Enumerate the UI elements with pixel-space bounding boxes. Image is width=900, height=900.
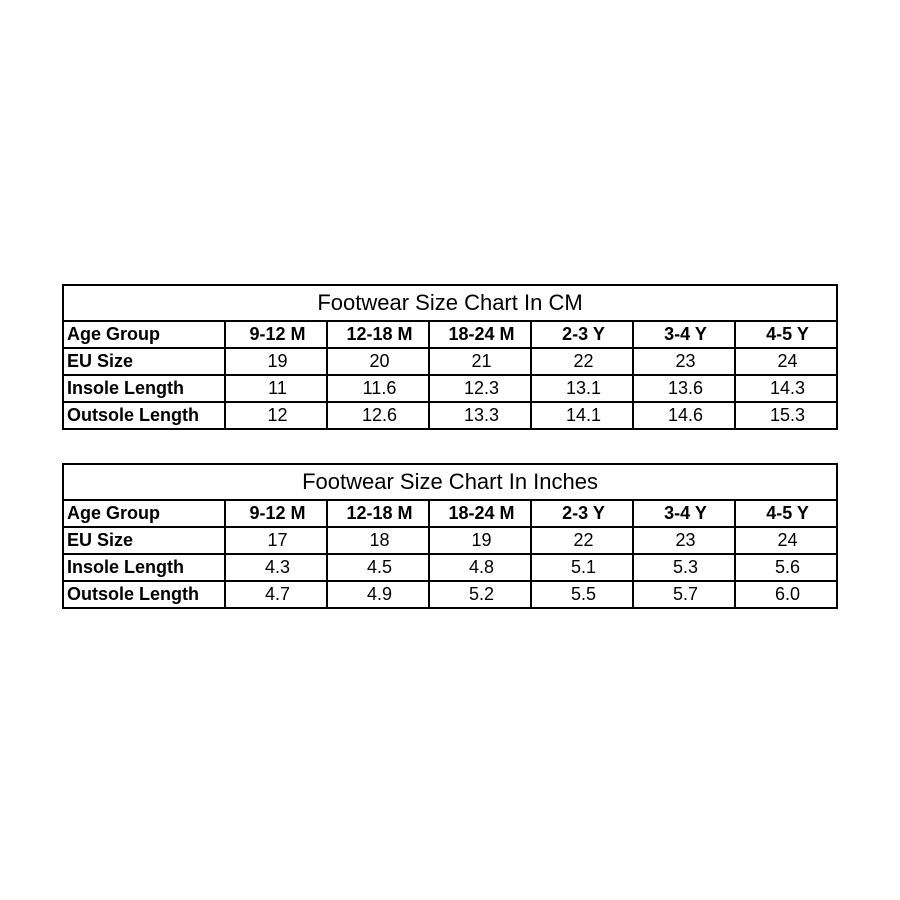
table-cell: 23 [633,348,735,375]
row-label: EU Size [63,527,225,554]
table-cell: 6.0 [735,581,837,608]
table-row-insole-length [63,375,837,402]
table-cell: 19 [429,527,531,554]
table-cell: 4.5 [327,554,429,581]
table-cell: 22 [531,348,633,375]
column-header: 12-18 M [327,500,429,527]
table-cell: 14.6 [633,402,735,429]
table-row-outsole-length [63,402,837,429]
row-label: Outsole Length [63,581,225,608]
size-chart-inches-table [62,463,838,609]
table-cell: 11.6 [327,375,429,402]
table-cell: 22 [531,527,633,554]
age-group-label: Age Group [63,321,225,348]
table-title-row [63,285,837,321]
table-cell: 5.1 [531,554,633,581]
table-cell: 4.8 [429,554,531,581]
table-cell: 12.6 [327,402,429,429]
column-header: 12-18 M [327,321,429,348]
column-header: 9-12 M [225,500,327,527]
column-header: 18-24 M [429,500,531,527]
table-title: Footwear Size Chart In Inches [63,464,837,500]
table-row-eu-size [63,348,837,375]
column-header: 9-12 M [225,321,327,348]
column-header: 18-24 M [429,321,531,348]
table-cell: 14.3 [735,375,837,402]
table-cell: 12 [225,402,327,429]
table-cell: 13.6 [633,375,735,402]
table-row-eu-size [63,527,837,554]
table-title: Footwear Size Chart In CM [63,285,837,321]
table-cell: 5.5 [531,581,633,608]
table-cell: 24 [735,527,837,554]
table-cell: 5.3 [633,554,735,581]
table-cell: 17 [225,527,327,554]
table-cell: 24 [735,348,837,375]
column-header: 3-4 Y [633,321,735,348]
table-row-insole-length [63,554,837,581]
table-cell: 4.3 [225,554,327,581]
table-header-row [63,321,837,348]
row-label: EU Size [63,348,225,375]
column-header: 2-3 Y [531,500,633,527]
table-cell: 4.7 [225,581,327,608]
column-header: 4-5 Y [735,500,837,527]
table-cell: 4.9 [327,581,429,608]
table-cell: 19 [225,348,327,375]
table-cell: 18 [327,527,429,554]
age-group-label: Age Group [63,500,225,527]
table-cell: 5.6 [735,554,837,581]
table-cell: 12.3 [429,375,531,402]
table-cell: 13.3 [429,402,531,429]
table-header-row [63,500,837,527]
row-label: Outsole Length [63,402,225,429]
row-label: Insole Length [63,554,225,581]
table-cell: 23 [633,527,735,554]
column-header: 3-4 Y [633,500,735,527]
table-cell: 13.1 [531,375,633,402]
table-cell: 5.7 [633,581,735,608]
table-cell: 21 [429,348,531,375]
column-header: 2-3 Y [531,321,633,348]
table-row-outsole-length [63,581,837,608]
table-cell: 5.2 [429,581,531,608]
table-title-row [63,464,837,500]
row-label: Insole Length [63,375,225,402]
column-header: 4-5 Y [735,321,837,348]
size-chart-cm-table [62,284,838,430]
table-cell: 14.1 [531,402,633,429]
table-cell: 15.3 [735,402,837,429]
table-cell: 11 [225,375,327,402]
table-cell: 20 [327,348,429,375]
